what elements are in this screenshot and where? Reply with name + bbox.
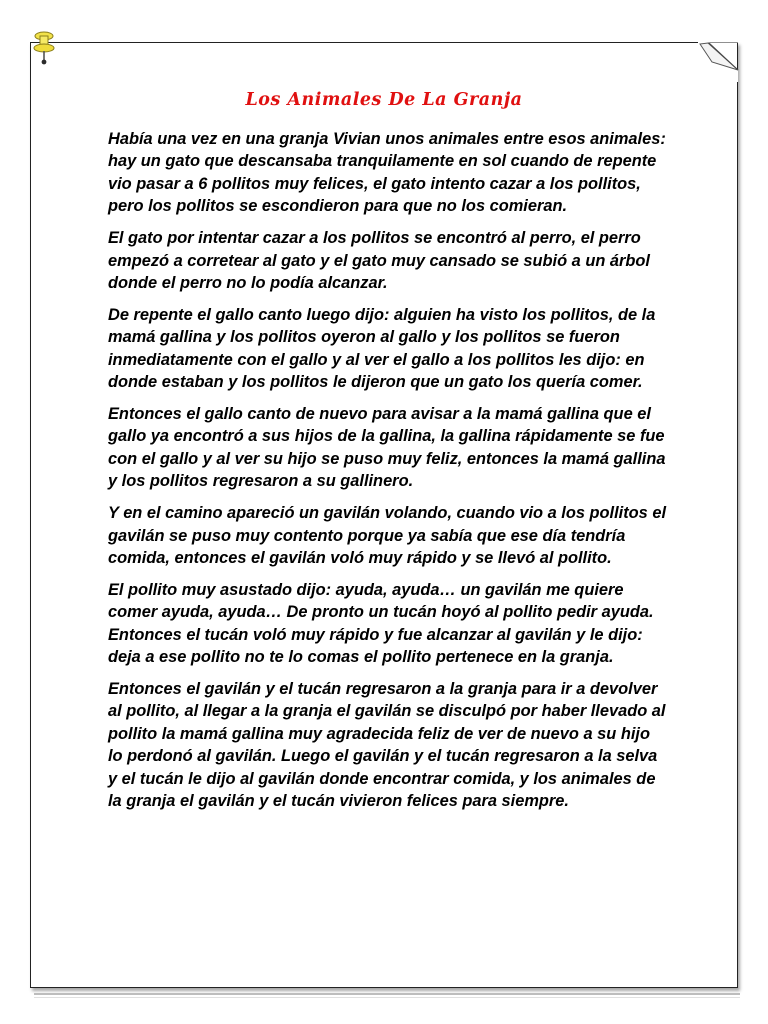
page-shadow-soft — [34, 997, 740, 998]
paragraph: Había una vez en una granja Vivian unos animales entre esos animales: hay un gato que descansaba tranquilamente en sol cuando de repente vio pasar a 6 pollitos muy felices, el gato intento cazar a los pollitos, pero los pollitos se escondieron para que no los comieran. — [108, 130, 666, 216]
paragraph: Entonces el gallo canto de nuevo para avisar a la mamá gallina que el gallo ya encontró a sus hijos de la gallina, la gallina rápidamente se fue con el gallo y al ver su hijo se puso muy feliz, entonces la mamá gallina y los pollitos regresaron a su gallinero. — [108, 404, 666, 491]
paragraph: Entonces el gavilán y el tucán regresaron a la granja para ir a devolver al pollito, al llegar a la granja el gavilán se disculpó por haber llevado al pollito la mamá gallina muy agradecida feliz de ver de nuevo a su hijo lo perdonó al gavilán. Luego el gavilán y el tucán regresaron a la selva y el tucán le dijo al gavilán donde encontrar comida, y los animales de la granja el gavilán y el tucán vivieron felices para siempre. — [108, 679, 666, 810]
paragraph: El pollito muy asustado dijo: ayuda, ayuda… un gavilán me quiere comer ayuda, ayuda… De pronto un tucán hoyó al pollito pedir ayuda. Entonces el tucán voló muy rápido y fue alcanzar al gavilán y le dijo: deja a ese pollito no te lo comas el pollito pertenece en la granja. — [108, 580, 654, 667]
document-title: Los Animales De La Granja — [245, 90, 523, 110]
story-body — [108, 128, 668, 822]
page-shadow — [34, 993, 740, 995]
paragraph: Y en el camino apareció un gavilán volando, cuando vio a los pollitos el gavilán se puso muy contento porque ya sabía que ese día tendría comida, entonces el gavilán voló muy rápido y se llevó al pollito. — [108, 504, 667, 567]
paragraph: De repente el gallo canto luego dijo: alguien ha visto los pollitos, de la mamá gallina y los pollitos oyeron al gallo y los pollitos se fueron inmediatamente con el gallo y al ver el gallo a los pollitos les dijo: en donde estaban y los pollitos le dijeron que un gato los quería comer. — [108, 305, 656, 392]
page-curl-icon — [698, 40, 740, 82]
pushpin-icon — [30, 30, 58, 66]
paragraph: El gato por intentar cazar a los pollitos se encontró al perro, el perro empezó a corretear al gato y el gato muy cansado se subió a un árbol donde el perro no lo podía alcanzar. — [108, 229, 650, 292]
